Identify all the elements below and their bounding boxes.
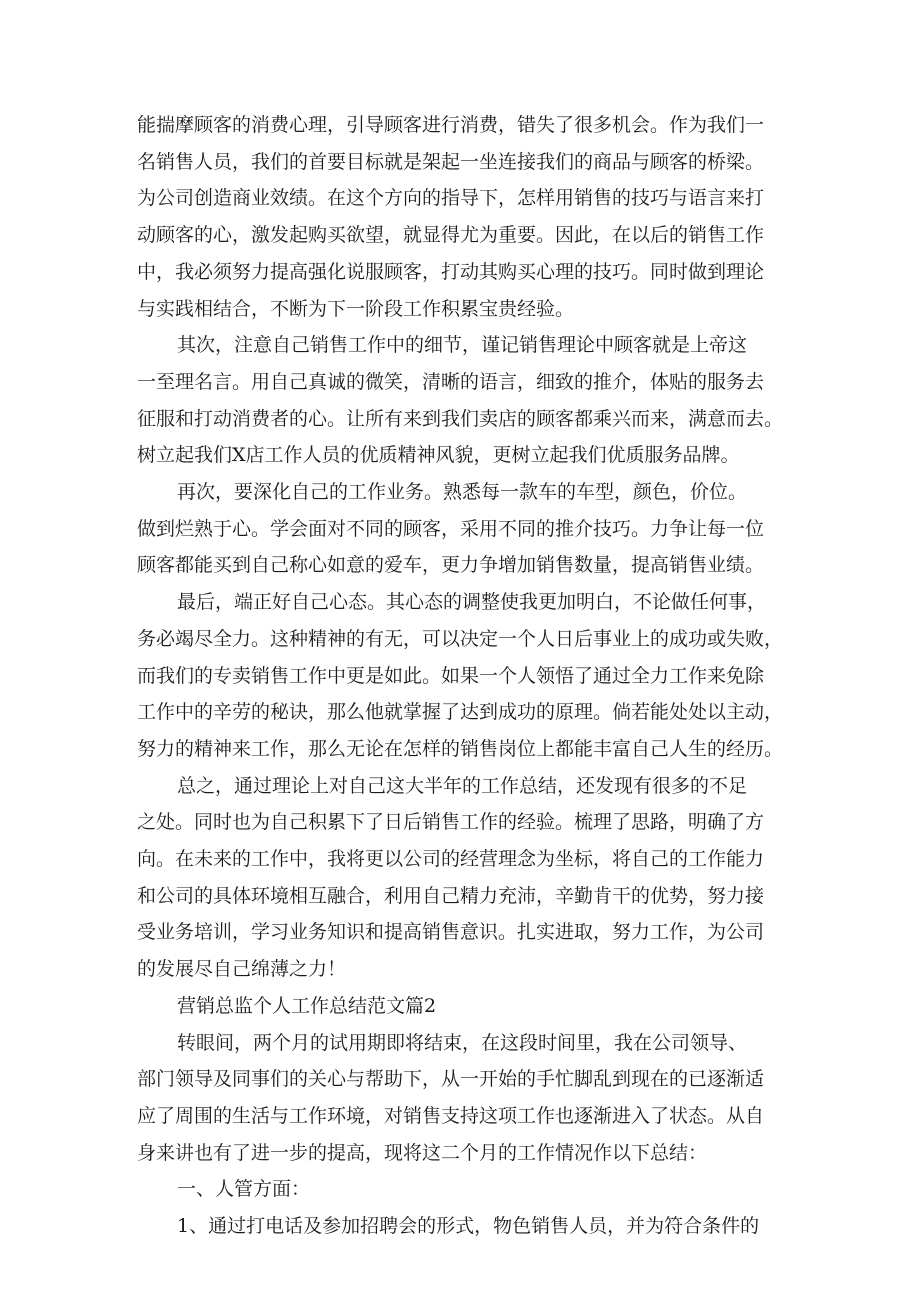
- text-line: 一至理名言。用自己真诚的微笑，清晰的语言，细致的推介，体贴的服务去: [137, 371, 765, 393]
- text-line: 1、通过打电话及参加招聘会的形式，物色销售人员，并为符合条件的: [177, 1215, 760, 1237]
- text-line: 和公司的具体环境相互融合，利用自己精力充沛，辛勤肯干的优势，努力接: [137, 885, 765, 907]
- text-line: 其次，注意自己销售工作中的细节，谨记销售理论中顾客就是上帝这: [177, 334, 748, 356]
- text-line: 的发展尽自己绵薄之力！: [137, 958, 347, 980]
- text-line: 能揣摩顾客的消费心理，引导顾客进行消费，错失了很多机会。作为我们一: [137, 114, 765, 136]
- text-line: 最后，端正好自己心态。其心态的调整使我更加明白，不论做任何事，: [177, 591, 767, 613]
- text-line: 转眼间，两个月的试用期即将结束，在这段时间里，我在公司领导、: [177, 1032, 748, 1054]
- text-line: 做到烂熟于心。学会面对不同的顾客，采用不同的推介技巧。力争让每一位: [137, 518, 765, 540]
- text-line: 树立起我们X店工作人员的优质精神风貌，更树立起我们优质服务品牌。: [137, 444, 740, 466]
- text-line: 顾客都能买到自己称心如意的爱车，更力争增加销售数量，提高销售业绩。: [137, 554, 765, 576]
- text-line: 营销总监个人工作总结范文篇2: [177, 995, 437, 1017]
- text-line: 部门领导及同事们的关心与帮助下，从一开始的手忙脚乱到现在的已逐渐适: [137, 1068, 765, 1090]
- text-line: 总之，通过理论上对自己这大半年的工作总结，还发现有很多的不足: [177, 775, 748, 797]
- text-line: 努力的精神来工作，那么无论在怎样的销售岗位上都能丰富自己人生的经历。: [137, 738, 784, 760]
- text-line: 身来讲也有了进一步的提高，现将这二个月的工作情况作以下总结：: [137, 1142, 708, 1164]
- text-line: 一、人管方面：: [177, 1178, 311, 1200]
- text-line: 为公司创造商业效绩。在这个方向的指导下，怎样用销售的技巧与语言来打: [137, 187, 765, 209]
- text-line: 再次，要深化自己的工作业务。熟悉每一款车的车型，颜色，价位。: [177, 481, 748, 503]
- text-line: 征服和打动消费者的心。让所有来到我们卖店的顾客都乘兴而来，满意而去。: [137, 408, 784, 430]
- text-line: 受业务培训，学习业务知识和提高销售意识。扎实进取，努力工作，为公司: [137, 921, 765, 943]
- text-line: 中，我必须努力提高强化说服顾客，打动其购买心理的技巧。同时做到理论: [137, 261, 765, 283]
- text-line: 应了周围的生活与工作环境，对销售支持这项工作也逐渐进入了状态。从自: [137, 1105, 765, 1127]
- text-line: 名销售人员，我们的首要目标就是架起一坐连接我们的商品与顾客的桥梁。: [137, 151, 765, 173]
- text-line: 务必竭尽全力。这种精神的有无，可以决定一个人日后事业上的成功或失败，: [137, 628, 784, 650]
- text-line: 工作中的辛劳的秘诀，那么他就掌握了达到成功的原理。倘若能处处以主动，: [137, 701, 784, 723]
- text-line: 向。在未来的工作中，我将更以公司的经营理念为坐标，将自己的工作能力: [137, 848, 765, 870]
- text-line: 而我们的专卖销售工作中更是如此。如果一个人领悟了通过全力工作来免除: [137, 665, 765, 687]
- text-line: 动顾客的心，激发起购买欲望，就显得尤为重要。因此，在以后的销售工作: [137, 224, 765, 246]
- text-line: 与实践相结合，不断为下一阶段工作积累宝贵经验。: [137, 298, 575, 320]
- text-line: 之处。同时也为自己积累下了日后销售工作的经验。梳理了思路，明确了方: [137, 811, 765, 833]
